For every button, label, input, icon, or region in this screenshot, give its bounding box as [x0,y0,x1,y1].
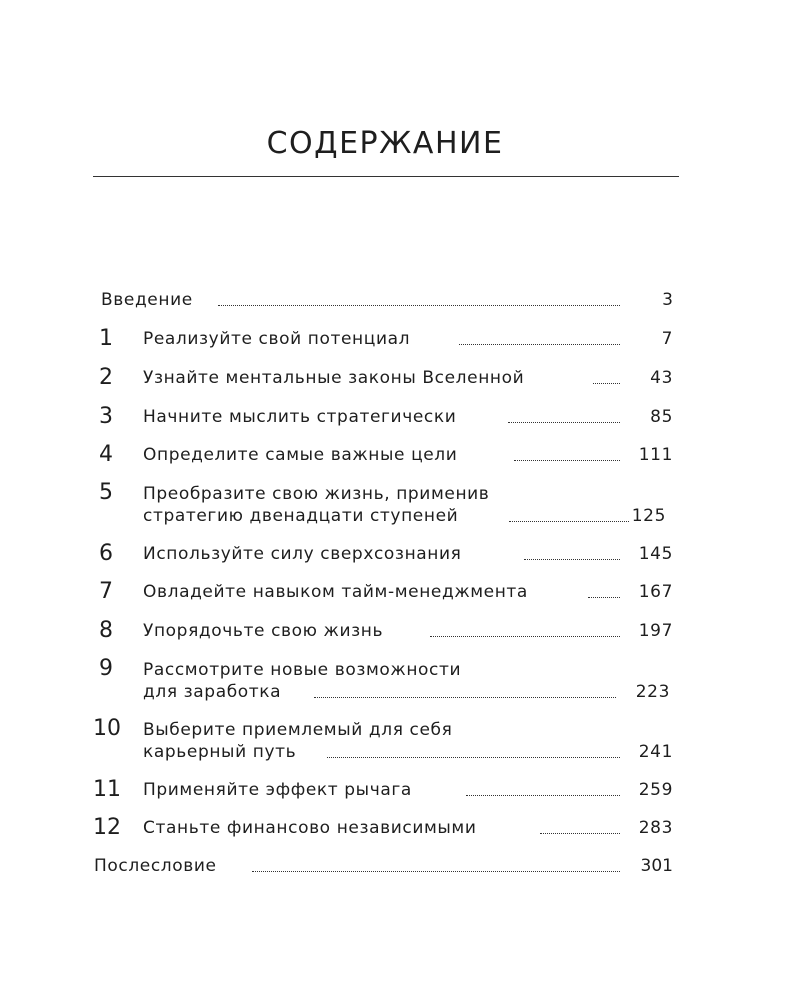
chapter-page: 167 [638,582,673,602]
chapter-title[interactable]: Используйте силу сверхсознания [143,544,462,564]
dot-leader [430,636,620,637]
chapter-number: 9 [99,656,113,681]
dot-leader [459,344,620,345]
chapter-title[interactable]: Овладейте навыком тайм-менеджмента [143,582,528,602]
dot-leader [252,871,620,872]
chapter-number: 12 [93,815,121,840]
chapter-page: 145 [638,544,673,564]
dot-leader [540,833,620,834]
dot-leader [509,521,629,522]
dot-leader [508,422,620,423]
intro-label[interactable]: Введение [101,290,193,310]
chapter-page: 223 [635,682,670,702]
chapter-title-line-1[interactable]: Преобразите свою жизнь, применив [143,484,490,504]
chapter-page: 283 [638,818,673,838]
chapter-page: 241 [638,742,673,762]
chapter-number: 6 [99,541,113,566]
chapter-title[interactable]: Станьте финансово независимыми [143,818,477,838]
dot-leader [466,795,620,796]
chapter-title[interactable]: Реализуйте свой потенциал [143,329,411,349]
chapter-number: 11 [93,777,121,802]
dot-leader [524,559,620,560]
chapter-page: 85 [650,407,673,427]
chapter-page: 259 [638,780,673,800]
chapter-title-line-1[interactable]: Рассмотрите новые возможности [143,660,462,680]
chapter-number: 8 [99,618,113,643]
dot-leader [314,697,616,698]
chapter-title[interactable]: Упорядочьте свою жизнь [143,621,384,641]
chapter-title-line-1[interactable]: Выберите приемлемый для себя [143,720,453,740]
page-title: СОДЕРЖАНИЕ [266,126,504,161]
dot-leader [218,305,620,306]
chapter-title[interactable]: Определите самые важные цели [143,445,458,465]
chapter-number: 5 [99,480,113,505]
chapter-title-line-2[interactable]: стратегию двенадцати ступеней [143,506,459,526]
chapter-page: 197 [638,621,673,641]
afterword-page: 301 [640,856,673,876]
dot-leader [593,383,620,384]
dot-leader [327,757,620,758]
chapter-title[interactable]: Узнайте ментальные законы Вселенной [143,368,525,388]
dot-leader [514,460,620,461]
chapter-page: 7 [661,329,673,349]
chapter-number: 1 [99,326,113,351]
chapter-title[interactable]: Применяйте эффект рычага [143,780,412,800]
chapter-page: 125 [631,506,666,526]
chapter-title-line-2[interactable]: карьерный путь [143,742,297,762]
chapter-number: 2 [99,365,113,390]
intro-page: 3 [662,290,673,310]
chapter-page: 43 [650,368,673,388]
chapter-title[interactable]: Начните мыслить стратегически [143,407,457,427]
dot-leader [588,597,620,598]
chapter-number: 10 [93,716,121,741]
chapter-number: 4 [99,442,113,467]
afterword-label[interactable]: Послесловие [94,856,217,876]
chapter-page: 111 [638,445,673,465]
chapter-number: 7 [99,579,113,604]
chapter-title-line-2[interactable]: для заработка [143,682,282,702]
chapter-number: 3 [99,404,113,429]
